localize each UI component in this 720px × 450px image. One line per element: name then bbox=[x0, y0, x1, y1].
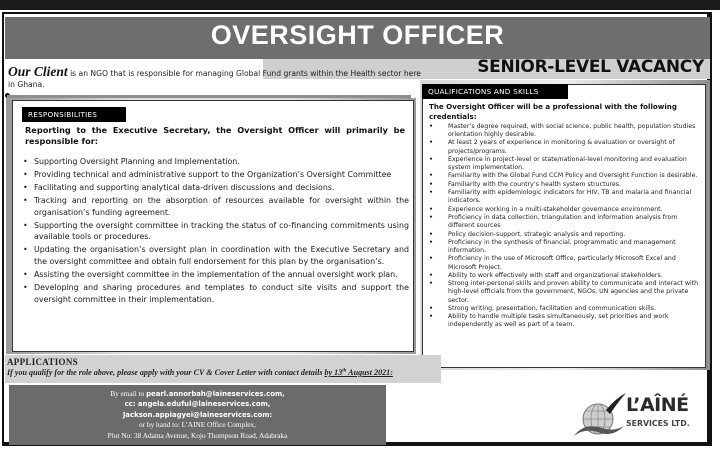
bullet-icon: • bbox=[23, 270, 28, 280]
qualifications-panel bbox=[422, 84, 706, 368]
contact-line-4: or by hand to: L’AINE Office Complex, bbox=[139, 420, 256, 430]
item-text: Proficiency in data collection, triangulation and information analysis from different sources bbox=[448, 214, 678, 230]
client-lead: Our Client bbox=[8, 64, 68, 79]
item-text: Familiarity with the Global Fund CCM Policy and Oversight Function is desirable. bbox=[448, 172, 698, 180]
list-item bbox=[427, 189, 703, 205]
list-item bbox=[21, 169, 409, 181]
title-band bbox=[5, 17, 710, 59]
top-dark-bar bbox=[0, 0, 720, 10]
list-item bbox=[427, 280, 703, 304]
bullet-icon: • bbox=[429, 205, 433, 213]
bullet-icon: • bbox=[429, 139, 433, 147]
email-prefix: By email to bbox=[110, 389, 147, 398]
responsibilities-panel bbox=[12, 100, 414, 352]
bullet-icon: • bbox=[23, 196, 28, 206]
list-item bbox=[427, 313, 703, 329]
bullet-icon: • bbox=[23, 157, 28, 166]
list-item bbox=[427, 123, 703, 139]
list-item bbox=[427, 272, 703, 280]
bullet-icon: • bbox=[429, 155, 433, 163]
list-item bbox=[427, 181, 703, 189]
client-intro bbox=[8, 66, 428, 90]
list-item bbox=[427, 231, 703, 239]
item-text: Master’s degree required, with social science, public health, population studies orientation highly desirable. bbox=[448, 123, 696, 139]
contact-address: Plot No: 38 Adama Avenue, Kojo Thompson Road, Adabraka bbox=[107, 430, 288, 440]
list-item bbox=[427, 139, 703, 155]
logo-subtitle: SERVICES LTD. bbox=[626, 419, 690, 428]
qualifications-intro: The Oversight Officer will be a professional with the following credentials: bbox=[429, 102, 677, 121]
application-deadline bbox=[325, 368, 393, 377]
deadline-prefix: by 13 bbox=[324, 368, 343, 377]
item-text: Supporting Oversight Planning and Implementation. bbox=[34, 157, 240, 166]
bullet-icon: • bbox=[23, 183, 28, 193]
item-text: Tracking and reporting on the absorption of resources available for oversight within the organisation’s funding agreement. bbox=[34, 196, 409, 217]
item-text: Ability to handle multiple tasks simultaneously, set priorities and work independently as well as part of a team. bbox=[448, 313, 669, 329]
contact-line-1 bbox=[9, 389, 386, 399]
item-text: Facilitating and supporting analytical data-driven discussions and decisions. bbox=[34, 183, 335, 193]
bullet-icon: • bbox=[429, 255, 433, 263]
contact-box bbox=[9, 385, 386, 445]
vacancy-level: SENIOR-LEVEL VACANCY bbox=[477, 57, 704, 77]
responsibilities-intro: Reporting to the Executive Secretary, the Oversight Officer will primarily be responsible for: bbox=[25, 125, 405, 146]
item-text: Proficiency in the synthesis of financial, programmatic and management information. bbox=[448, 238, 676, 255]
list-item bbox=[21, 182, 409, 194]
email-link-2[interactable]: cc: angela.eduful@laineservices.com, bbox=[124, 400, 271, 409]
responsibilities-list bbox=[21, 156, 409, 307]
item-text: Providing technical and administrative support to the Organization’s Oversight Committee bbox=[34, 170, 392, 180]
item-text: Proficiency in the use of Microsoft Office, particularly Microsoft Excel and Microsoft Project. bbox=[448, 255, 676, 271]
list-item bbox=[21, 282, 409, 305]
job-title: OVERSIGHT OFFICER bbox=[210, 20, 505, 50]
responsibilities-label: RESPONSIBILITIES bbox=[22, 107, 126, 122]
bullet-icon: • bbox=[429, 172, 433, 180]
bullet-icon: • bbox=[429, 280, 433, 288]
list-item bbox=[21, 269, 409, 281]
list-item bbox=[21, 220, 409, 243]
list-item bbox=[427, 172, 703, 180]
list-item bbox=[427, 214, 703, 230]
item-text: Experience in project-level or state/national-level monitoring and evaluation system implementation. bbox=[448, 155, 687, 172]
bullet-icon: • bbox=[429, 214, 433, 222]
item-text: Updating the organisation’s oversight plan in coordination with the Executive Secretary and the oversight committee and obtain full endorsement for this plan by the organisation’s. bbox=[34, 245, 409, 266]
logo-name: L’AÎNÉ bbox=[626, 394, 689, 416]
email-link-3[interactable]: Jackson.appiagyei@laineservices.com: bbox=[122, 410, 273, 419]
item-text: Familiarity with the country’s health system structures. bbox=[448, 180, 622, 188]
qualifications-list bbox=[427, 123, 703, 330]
bullet-icon: • bbox=[23, 245, 28, 255]
bullet-icon: • bbox=[429, 271, 433, 279]
item-text: Strong writing, presentation, facilitation and communication skills. bbox=[448, 304, 656, 312]
list-item bbox=[427, 239, 703, 255]
list-item bbox=[21, 244, 409, 267]
bullet-icon: • bbox=[23, 283, 28, 293]
list-item bbox=[21, 156, 409, 168]
bullet-icon: • bbox=[429, 313, 433, 321]
bullet-icon: • bbox=[23, 170, 28, 180]
item-text: Policy decision-support, strategic analysis and reporting. bbox=[448, 230, 626, 238]
item-text: Ability to work effectively with staff and organizational stakeholders. bbox=[448, 271, 663, 279]
deadline-suffix: August 2021: bbox=[346, 368, 393, 377]
bullet-icon: • bbox=[429, 189, 433, 197]
bullet-icon: • bbox=[429, 230, 433, 238]
globe-swoosh-icon bbox=[570, 392, 628, 442]
list-item bbox=[427, 305, 703, 313]
bullet-icon: • bbox=[429, 238, 433, 246]
list-item bbox=[427, 156, 703, 172]
item-text: Assisting the oversight committee in the implementation of the annual oversight work plan. bbox=[34, 270, 398, 280]
item-text: Developing and sharing procedures and templates to conduct site visits and support the oversight committee in their implementation. bbox=[34, 283, 409, 304]
company-logo bbox=[570, 392, 710, 442]
item-text: Strong inter-personal skills and proven ability to communicate and interact with high-level officials from the government, NGOs, UN agencies and the private sector. bbox=[448, 280, 699, 304]
list-item bbox=[21, 195, 409, 218]
bullet-icon: • bbox=[23, 220, 28, 230]
bullet-icon: • bbox=[429, 180, 433, 188]
applications-title: APPLICATIONS bbox=[7, 357, 78, 367]
list-item bbox=[427, 206, 703, 214]
item-text: Familiarity with epidemiologic indicators for HIV, TB and malaria and financial indicators. bbox=[448, 189, 692, 205]
applications-band bbox=[5, 355, 441, 383]
applications-instructions: If you qualify for the role above, please apply with your CV & Cover Letter with contact details bbox=[7, 368, 325, 377]
email-link-1[interactable]: pearl.annorbah@laineservices.com, bbox=[146, 390, 285, 398]
item-text: Supporting the oversight committee in tracking the status of co-financing commitments using available tools or procedures. bbox=[34, 220, 409, 242]
bullet-icon: • bbox=[429, 304, 433, 312]
qualifications-label: QUALIFICATIONS AND SKILLS bbox=[422, 84, 568, 99]
bullet-icon: • bbox=[429, 123, 433, 130]
applications-text bbox=[7, 368, 393, 377]
item-text: At least 2 years of experience in monitoring & evaluation or oversight of projects/programs. bbox=[448, 139, 675, 155]
list-item bbox=[427, 255, 703, 271]
client-text: is an NGO that is responsible for managing Global Fund grants within the Health sector here in Ghana. bbox=[8, 69, 421, 89]
item-text: Experience working in a multi-stakeholder governance environment. bbox=[448, 205, 663, 213]
deadline-sup: th bbox=[342, 368, 347, 374]
